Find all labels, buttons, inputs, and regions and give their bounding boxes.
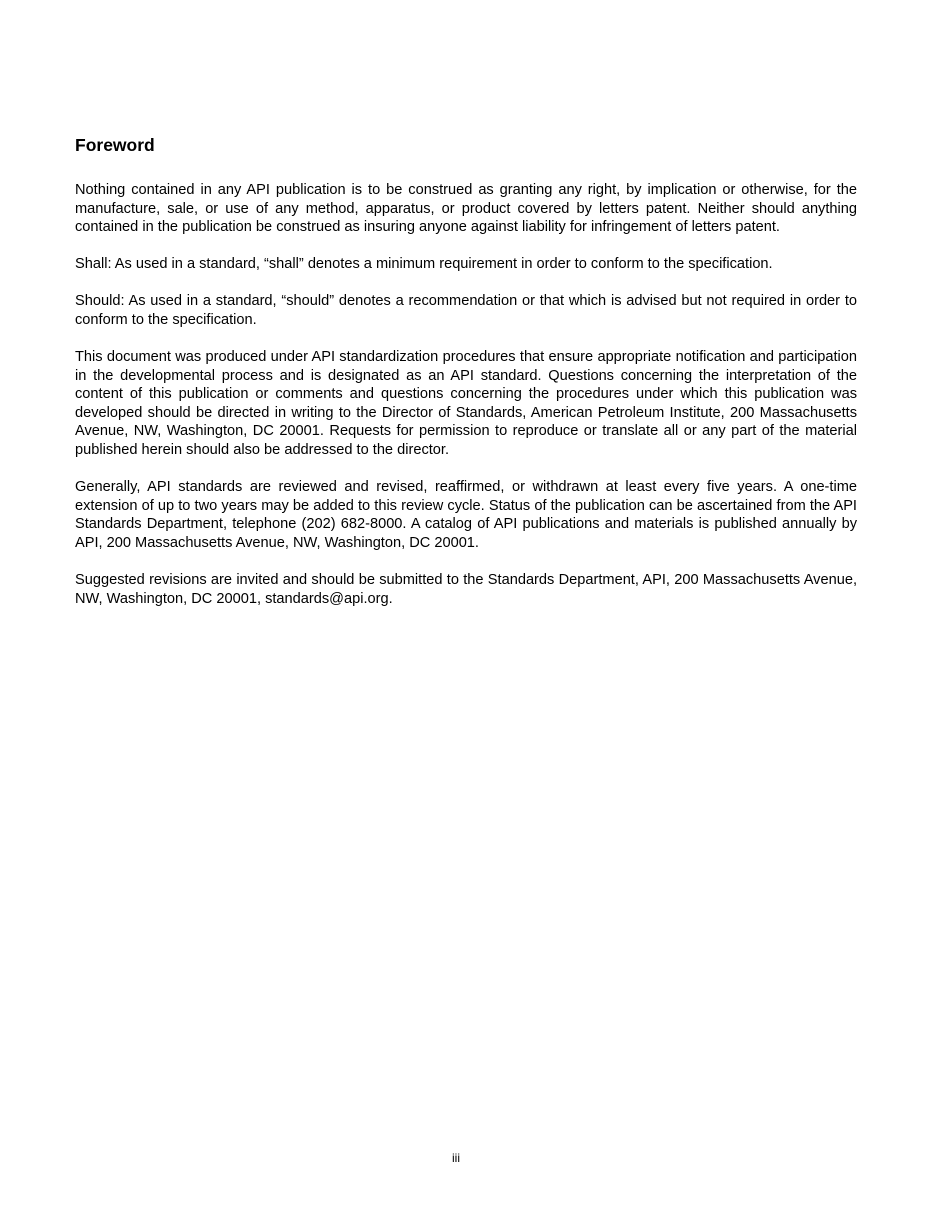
page-title: Foreword <box>75 135 155 155</box>
paragraph-patent-disclaimer: Nothing contained in any API publication is to be construed as granting any right, by implication or otherwise, for the manufacture, sale, or use of any method, apparatus, or product covered by letters patent. Neither should anything contained in the publication be construed as insuring anyone against liability for infringement of letters patent. <box>75 182 857 236</box>
paragraph-shall-definition: Shall: As used in a standard, “shall” denotes a minimum requirement in order to conform to the specification. <box>75 256 773 273</box>
page-number: iii <box>452 1151 460 1165</box>
paragraph-review-cycle: Generally, API standards are reviewed and revised, reaffirmed, or withdrawn at least every five years. A one-time extension of up to two years may be added to this review cycle. Status of the publication can be ascertained from the API Standards Department, telephone (202) 682-8000. A catalog of API publications and materials is published annually by API, 200 Massachusetts Avenue, NW, Washington, DC 20001. <box>75 479 857 551</box>
paragraph-standardization-procedures: This document was produced under API standardization procedures that ensure appropriate notification and participation in the developmental process and is designated as an API standard. Questions concerning the interpretation of the content of this publication or comments and questions concerning the procedures under which this publication was developed should be directed in writing to the Director of Standards, American Petroleum Institute, 200 Massachusetts Avenue, NW, Washington, DC 20001. Requests for permission to reproduce or translate all or any part of the material published herein should also be addressed to the director. <box>75 349 857 459</box>
paragraph-suggested-revisions: Suggested revisions are invited and should be submitted to the Standards Department, API, 200 Massachusetts Avenue, NW, Washington, DC 20001, standards@api.org. <box>75 572 857 607</box>
foreword-section <box>75 134 857 627</box>
paragraph-should-definition: Should: As used in a standard, “should” denotes a recommendation or that which is advised but not required in order to conform to the specification. <box>75 293 857 328</box>
